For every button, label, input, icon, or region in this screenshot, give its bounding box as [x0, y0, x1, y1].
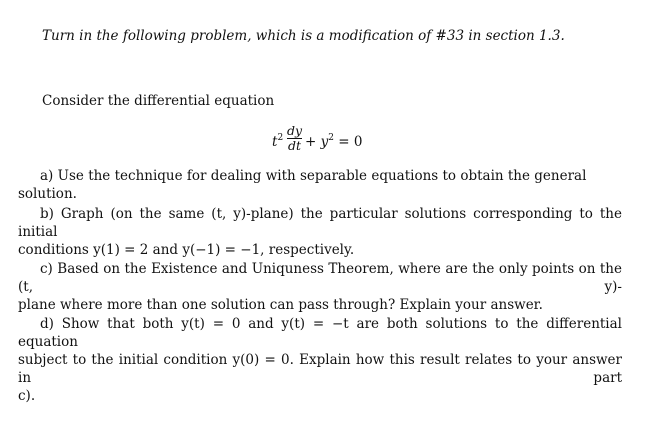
consider-statement: Consider the differential equation [42, 93, 275, 109]
part-a [18, 167, 622, 203]
part-a-text: a) Use the technique for dealing with separable equations to obtain the general solution. [18, 168, 587, 202]
part-d-line-3: c). [18, 388, 36, 404]
part-d-line-1: d) Show that both y(t) = 0 and y(t) = −t are both solutions to the differential equation [18, 316, 622, 350]
part-c [18, 260, 622, 314]
part-b-line-1: b) Graph (on the same (t, y)-plane) the particular solutions corresponding to the initial [18, 206, 622, 240]
part-c-line-2: plane where more than one solution can pass through? Explain your answer. [18, 297, 543, 313]
equation-rest: + $y^2 = 0$ [305, 133, 363, 150]
differential-equation [272, 124, 372, 158]
part-d [18, 315, 622, 405]
dy-dt-fraction [287, 124, 302, 153]
fraction-denominator: dt [287, 138, 302, 153]
part-c-line-1: c) Based on the Existence and Uniquness Theorem, where are the only points on the (t, y)- [18, 261, 622, 295]
part-d-line-2: subject to the initial condition y(0) = 0. Explain how this result relates to your answer in part [18, 352, 622, 386]
part-b [18, 205, 622, 259]
fraction-numerator: dy [287, 123, 303, 138]
assignment-intro: Turn in the following problem, which is a modification of #33 in section 1.3. [42, 28, 565, 44]
t-squared: $t^2$ [272, 133, 284, 150]
part-b-line-2: conditions y(1) = 2 and y(−1) = −1, respectively. [18, 242, 355, 258]
